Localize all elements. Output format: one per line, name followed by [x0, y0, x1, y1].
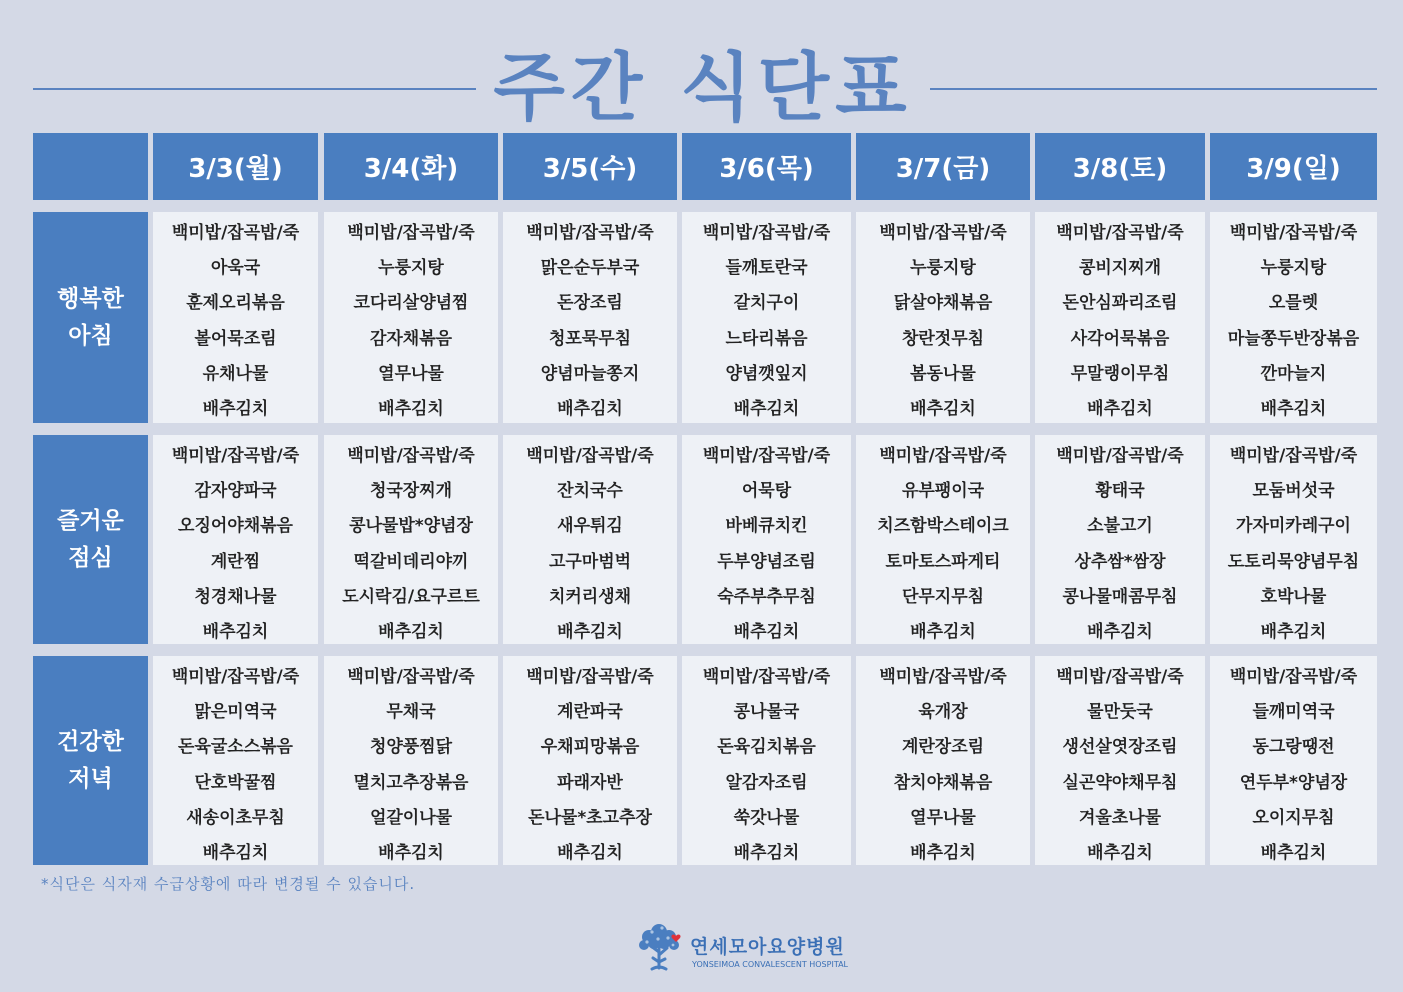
menu-item: 단호박꿀찜 [194, 772, 277, 793]
menu-item: 배추김치 [557, 621, 623, 642]
menu-item: 백미밥/잡곡밥/죽 [1056, 667, 1184, 687]
menu-item: 갈치구이 [733, 293, 800, 314]
menu-item: 바베큐치킨 [725, 516, 808, 537]
menu-cell [503, 656, 677, 865]
menu-item: 숙주부추무침 [717, 586, 816, 607]
menu-item: 열무나물 [910, 807, 976, 828]
menu-item: 청경채나물 [194, 586, 277, 607]
menu-item: 양념깻잎지 [725, 363, 808, 384]
menu-item: 맑은순두부국 [540, 258, 640, 279]
menu-item: 새송이초무침 [186, 807, 285, 828]
menu-item: 볼어묵조림 [194, 328, 277, 349]
title-row [0, 0, 1403, 130]
menu-item: 훈제오리볶음 [186, 293, 285, 314]
menu-cell [153, 212, 318, 423]
menu-item: 돈육김치볶음 [717, 737, 816, 758]
title-divider-right [930, 88, 1377, 90]
menu-item: 백미밥/잡곡밥/죽 [702, 446, 831, 466]
menu-item: 배추김치 [378, 621, 444, 642]
menu-item: 배추김치 [1087, 842, 1153, 863]
menu-item: 단무지무침 [901, 586, 985, 607]
menu-cell [1035, 656, 1205, 865]
menu-item: 누룽지탕 [1260, 258, 1327, 279]
menu-item: 배추김치 [733, 398, 800, 419]
day-header: 3/4(화) [324, 133, 498, 200]
menu-item: 배추김치 [1260, 398, 1327, 419]
menu-item: 백미밥/잡곡밥/죽 [526, 446, 654, 466]
menu-item: 배추김치 [378, 842, 444, 863]
day-header: 3/8(토) [1035, 133, 1205, 200]
menu-item: 오징어야채볶음 [178, 516, 293, 537]
menu-item: 실곤약야채무침 [1062, 772, 1178, 793]
menu-item: 들깨미역국 [1252, 702, 1335, 723]
menu-item: 배추김치 [202, 398, 269, 419]
page-title: 주간 식단표 [493, 45, 913, 131]
menu-item: 생선살엿장조림 [1062, 737, 1178, 758]
meal-label-line2: 아침 [68, 322, 113, 349]
meal-label-line1: 건강한 [57, 728, 124, 755]
menu-item: 배추김치 [557, 398, 623, 419]
day-header: 3/6(목) [682, 133, 851, 200]
menu-cell [1035, 435, 1205, 644]
menu-item: 백미밥/잡곡밥/죽 [347, 667, 475, 687]
menu-item: 계란파국 [557, 702, 623, 723]
menu-item: 코다리살양념찜 [353, 293, 469, 314]
menu-item: 알감자조림 [725, 772, 808, 793]
meal-label-line2: 점심 [68, 544, 113, 571]
day-header: 3/5(수) [503, 133, 677, 200]
menu-cell [153, 656, 318, 865]
menu-item: 겨울초나물 [1078, 807, 1162, 828]
menu-item: 배추김치 [1087, 398, 1153, 419]
menu-cell [324, 435, 498, 644]
menu-cell [1210, 656, 1377, 865]
menu-item: 배추김치 [557, 842, 623, 863]
menu-item: 아욱국 [210, 258, 261, 279]
menu-item: 새우튀김 [557, 516, 623, 537]
menu-cell [1210, 212, 1377, 423]
menu-item: 오믈렛 [1268, 293, 1319, 314]
tree-heart-icon [632, 918, 686, 972]
menu-item: 백미밥/잡곡밥/죽 [347, 223, 475, 243]
menu-item: 백미밥/잡곡밥/죽 [171, 223, 300, 243]
menu-cell [682, 212, 851, 423]
menu-item: 양념마늘쫑지 [540, 363, 640, 384]
meal-label [33, 435, 148, 644]
menu-item: 백미밥/잡곡밥/죽 [526, 223, 654, 243]
menu-item: 떡갈비데리야끼 [353, 551, 469, 572]
menu-cell [856, 435, 1030, 644]
meal-label-line1: 즐거운 [57, 507, 124, 534]
menu-item: 돈나물*초고추장 [528, 807, 652, 828]
menu-item: 황태국 [1095, 481, 1145, 502]
menu-item: 봄동나물 [910, 363, 976, 384]
menu-item: 배추김치 [910, 398, 976, 419]
menu-item: 가자미카레구이 [1236, 516, 1351, 537]
menu-item: 콩나물매콤무침 [1062, 586, 1178, 607]
menu-item: 마늘쫑두반장볶음 [1227, 328, 1360, 349]
menu-cell [153, 435, 318, 644]
logo-name: 연세모아요양병원 [690, 936, 845, 958]
menu-item: 배추김치 [1260, 842, 1327, 863]
menu-item: 청양풍찜닭 [369, 737, 453, 758]
meal-label-line2: 저녁 [68, 765, 113, 792]
menu-item: 백미밥/잡곡밥/죽 [702, 223, 831, 243]
menu-cell [682, 656, 851, 865]
menu-item: 맑은미역국 [194, 702, 277, 723]
menu-item: 유부팽이국 [901, 481, 985, 502]
menu-item: 치커리생채 [548, 586, 632, 607]
menu-item: 배추김치 [910, 621, 976, 642]
menu-item: 연두부*양념장 [1239, 772, 1348, 793]
menu-item: 상추쌈*쌈장 [1074, 551, 1166, 572]
menu-item: 백미밥/잡곡밥/죽 [171, 446, 300, 466]
menu-item: 콩나물국 [733, 702, 800, 723]
meal-label [33, 212, 148, 423]
menu-cell [324, 656, 498, 865]
menu-item: 감자채볶음 [369, 328, 453, 349]
menu-item: 백미밥/잡곡밥/죽 [526, 667, 654, 687]
menu-item: 백미밥/잡곡밥/죽 [879, 223, 1007, 243]
menu-item: 돈육굴소스볶음 [178, 737, 293, 758]
menu-item: 토마토스파게티 [885, 551, 1001, 572]
menu-item: 얼갈이나물 [369, 807, 453, 828]
menu-item: 고구마범벅 [548, 551, 632, 572]
menu-item: 배추김치 [1087, 621, 1153, 642]
change-notice: *식단은 식자재 수급상황에 따라 변경될 수 있습니다. [41, 875, 416, 893]
menu-item: 배추김치 [910, 842, 976, 863]
menu-item: 멸치고추장볶음 [353, 772, 469, 793]
menu-item: 누룽지탕 [910, 258, 976, 279]
menu-item: 물만둣국 [1087, 702, 1153, 723]
menu-item: 도토리묵양념무침 [1227, 551, 1360, 572]
menu-cell [856, 656, 1030, 865]
menu-item: 참치야채볶음 [893, 772, 993, 793]
menu-item: 무말랭이무침 [1070, 363, 1170, 384]
menu-cell [856, 212, 1030, 423]
menu-item: 계란장조림 [901, 737, 985, 758]
menu-item: 깐마늘지 [1260, 363, 1327, 384]
menu-item: 계란찜 [210, 551, 261, 572]
menu-item: 파래자반 [557, 772, 623, 793]
menu-item: 우채피망볶음 [540, 737, 640, 758]
menu-cell [1210, 435, 1377, 644]
menu-cell [324, 212, 498, 423]
day-header: 3/9(일) [1210, 133, 1377, 200]
menu-item: 유채나물 [202, 363, 269, 384]
menu-item: 백미밥/잡곡밥/죽 [879, 446, 1007, 466]
menu-item: 열무나물 [378, 363, 444, 384]
menu-item: 청국장찌개 [369, 481, 453, 502]
meal-label-line1: 행복한 [57, 285, 124, 312]
menu-item: 배추김치 [733, 842, 800, 863]
menu-item: 닭살야채볶음 [893, 293, 993, 314]
menu-item: 백미밥/잡곡밥/죽 [1229, 223, 1358, 243]
menu-item: 들깨토란국 [725, 258, 808, 279]
menu-cell [503, 212, 677, 423]
meal-label [33, 656, 148, 865]
menu-item: 모둠버섯국 [1252, 481, 1335, 502]
menu-item: 백미밥/잡곡밥/죽 [879, 667, 1007, 687]
menu-item: 백미밥/잡곡밥/죽 [1229, 667, 1358, 687]
menu-item: 돈안심꽈리조림 [1062, 293, 1178, 314]
menu-cell [682, 435, 851, 644]
menu-item: 오이지무침 [1252, 807, 1335, 828]
menu-item: 동그랑땡전 [1252, 737, 1335, 758]
menu-item: 사각어묵볶음 [1070, 328, 1170, 349]
menu-item: 백미밥/잡곡밥/죽 [702, 667, 831, 687]
menu-cell [1035, 212, 1205, 423]
menu-item: 콩비지찌개 [1078, 258, 1162, 279]
header-corner [33, 133, 148, 200]
menu-item: 무채국 [386, 702, 436, 723]
menu-item: 백미밥/잡곡밥/죽 [347, 446, 475, 466]
menu-item: 백미밥/잡곡밥/죽 [171, 667, 300, 687]
day-header: 3/3(월) [153, 133, 318, 200]
menu-item: 콩나물밥*양념장 [349, 516, 473, 537]
hospital-logo [632, 918, 862, 974]
menu-item: 백미밥/잡곡밥/죽 [1056, 223, 1184, 243]
menu-item: 호박나물 [1260, 586, 1327, 607]
menu-item: 백미밥/잡곡밥/죽 [1056, 446, 1184, 466]
menu-item: 누룽지탕 [378, 258, 444, 279]
day-header: 3/7(금) [856, 133, 1030, 200]
menu-item: 쑥갓나물 [733, 807, 800, 828]
menu-item: 배추김치 [202, 842, 269, 863]
logo-subtitle: YONSEIMOA CONVALESCENT HOSPITAL [692, 960, 849, 969]
menu-item: 느타리볶음 [725, 328, 808, 349]
menu-item: 어묵탕 [741, 481, 792, 502]
menu-item: 소불고기 [1087, 516, 1153, 537]
menu-item: 돈장조림 [557, 293, 623, 314]
menu-item: 청포묵무침 [548, 328, 632, 349]
menu-item: 배추김치 [1260, 621, 1327, 642]
menu-item: 창란젓무침 [901, 328, 985, 349]
menu-cell [503, 435, 677, 644]
menu-item: 배추김치 [202, 621, 269, 642]
menu-item: 도시락김/요구르트 [342, 586, 480, 607]
menu-item: 배추김치 [733, 621, 800, 642]
menu-item: 육개장 [918, 702, 968, 723]
title-divider-left [33, 88, 476, 90]
menu-item: 치즈함박스테이크 [877, 516, 1009, 537]
menu-item: 배추김치 [378, 398, 444, 419]
menu-item: 백미밥/잡곡밥/죽 [1229, 446, 1358, 466]
menu-item: 잔치국수 [557, 481, 623, 502]
menu-item: 감자양파국 [194, 481, 277, 502]
menu-item: 두부양념조림 [717, 551, 816, 572]
